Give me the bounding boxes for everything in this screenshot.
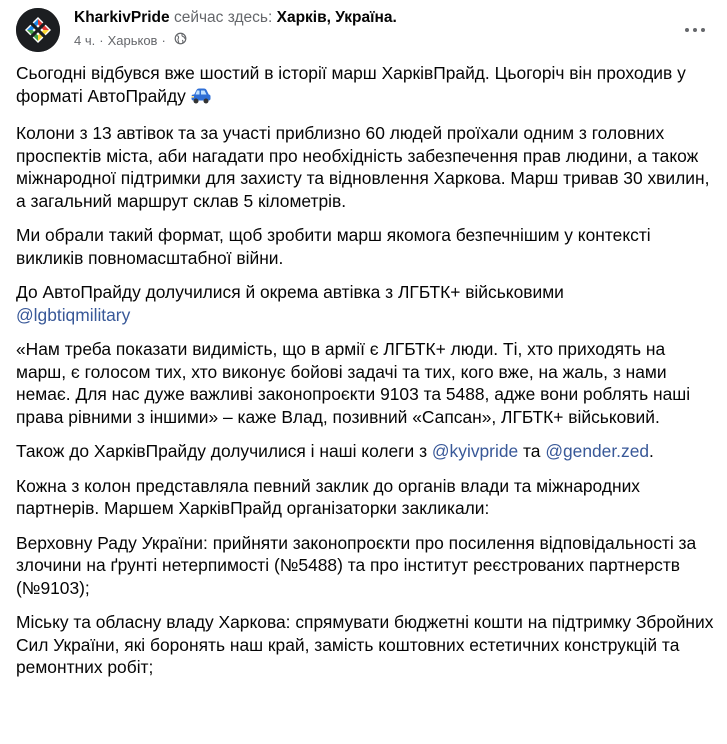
paragraph-4 xyxy=(16,281,716,326)
post-body xyxy=(16,62,716,691)
separator-dot: · xyxy=(99,32,104,48)
more-options-button[interactable] xyxy=(679,14,711,46)
paragraph-1 xyxy=(16,62,716,110)
paragraph-7: Кожна з колон представляла певний заклик до органів влади та міжнародних партнерів. Маршем ХарківПрайд організаторки закликали: xyxy=(16,475,640,518)
post-header xyxy=(16,6,713,56)
paragraph-9: Міську та обласну владу Харкова: спрямувати бюджетні кошти на підтримку Збройних Сил України, які боронять наш край, замість коштовних естетичних конструкцій та ремонтних робіт; xyxy=(16,612,714,677)
car-emoji-icon xyxy=(190,87,212,111)
paragraph-6-and: та xyxy=(523,441,541,461)
post-title-line xyxy=(74,8,397,28)
more-dot-icon xyxy=(693,28,697,32)
page-name-link[interactable]: KharkivPride xyxy=(74,9,170,26)
separator-dot-2: · xyxy=(161,32,166,48)
mention-genderzed-link[interactable]: @gender.zed xyxy=(545,441,650,461)
paragraph-6 xyxy=(16,440,716,463)
paragraph-5: «Нам треба показати видимість, що в армії є ЛГБТК+ люди. Ті, хто приходять на марш, є голосом тих, хто виконує бойові задачі та тих, кого вже, на жаль, з нами немає. Для нас дуже важливі законопроєкти 9103 та 5488, адже вони роблять наші права рівними з іншими» – каже Влад, позивний «Сапсан», ЛГБТК+ військовий. xyxy=(16,339,691,427)
paragraph-4-text: До АвтоПрайду долучилися й окрема автівка з ЛГБТК+ військовими xyxy=(16,282,564,302)
globe-icon[interactable] xyxy=(174,32,187,49)
more-dot-icon xyxy=(701,28,705,32)
paragraph-8: Верховну Раду України: прийняти законопроєкти про посилення відповідальності за злочини на ґрунті нетерпимості (№5488) та про інститут реєстрованих партнерств (№9103); xyxy=(16,532,697,598)
place-link[interactable]: Харків, Україна. xyxy=(276,9,397,26)
location-link[interactable]: Харьков xyxy=(107,32,158,48)
checkin-text: сейчас здесь: xyxy=(173,9,273,26)
paragraph-3: Ми обрали такий формат, щоб зробити марш якомога безпечнішим у контексті викликів повномасштабної війни. xyxy=(16,225,651,268)
page-avatar[interactable] xyxy=(16,8,60,52)
post-subline xyxy=(74,32,397,49)
post-meta xyxy=(74,8,397,49)
post-time-link[interactable]: 4 ч. xyxy=(74,32,96,48)
more-dot-icon xyxy=(685,28,689,32)
kharkivpride-logo-icon xyxy=(16,8,60,52)
mention-kyivpride-link[interactable]: @kyivpride xyxy=(431,441,519,461)
paragraph-2: Колони з 13 автівок та за участі приблизно 60 людей проїхали одним з головних проспектів міста, аби нагадати про необхідність забезпечення прав людини, а також міжнародної підтримки для захисту та відновлення Харкова. Марш тривав 30 хвилин, а загальний маршрут склав 5 кілометрів. xyxy=(16,123,710,211)
paragraph-6-end: . xyxy=(649,441,654,461)
paragraph-6-text: Також до ХарківПрайду долучилися і наші колеги з xyxy=(16,441,428,461)
paragraph-1-text: Сьогодні відбувся вже шостий в історії марш ХарківПрайд. Цьогоріч він проходив у форматі АвтоПрайду xyxy=(16,63,686,106)
mention-lgbtiqmilitary-link[interactable]: @lgbtiqmilitary xyxy=(16,304,131,325)
